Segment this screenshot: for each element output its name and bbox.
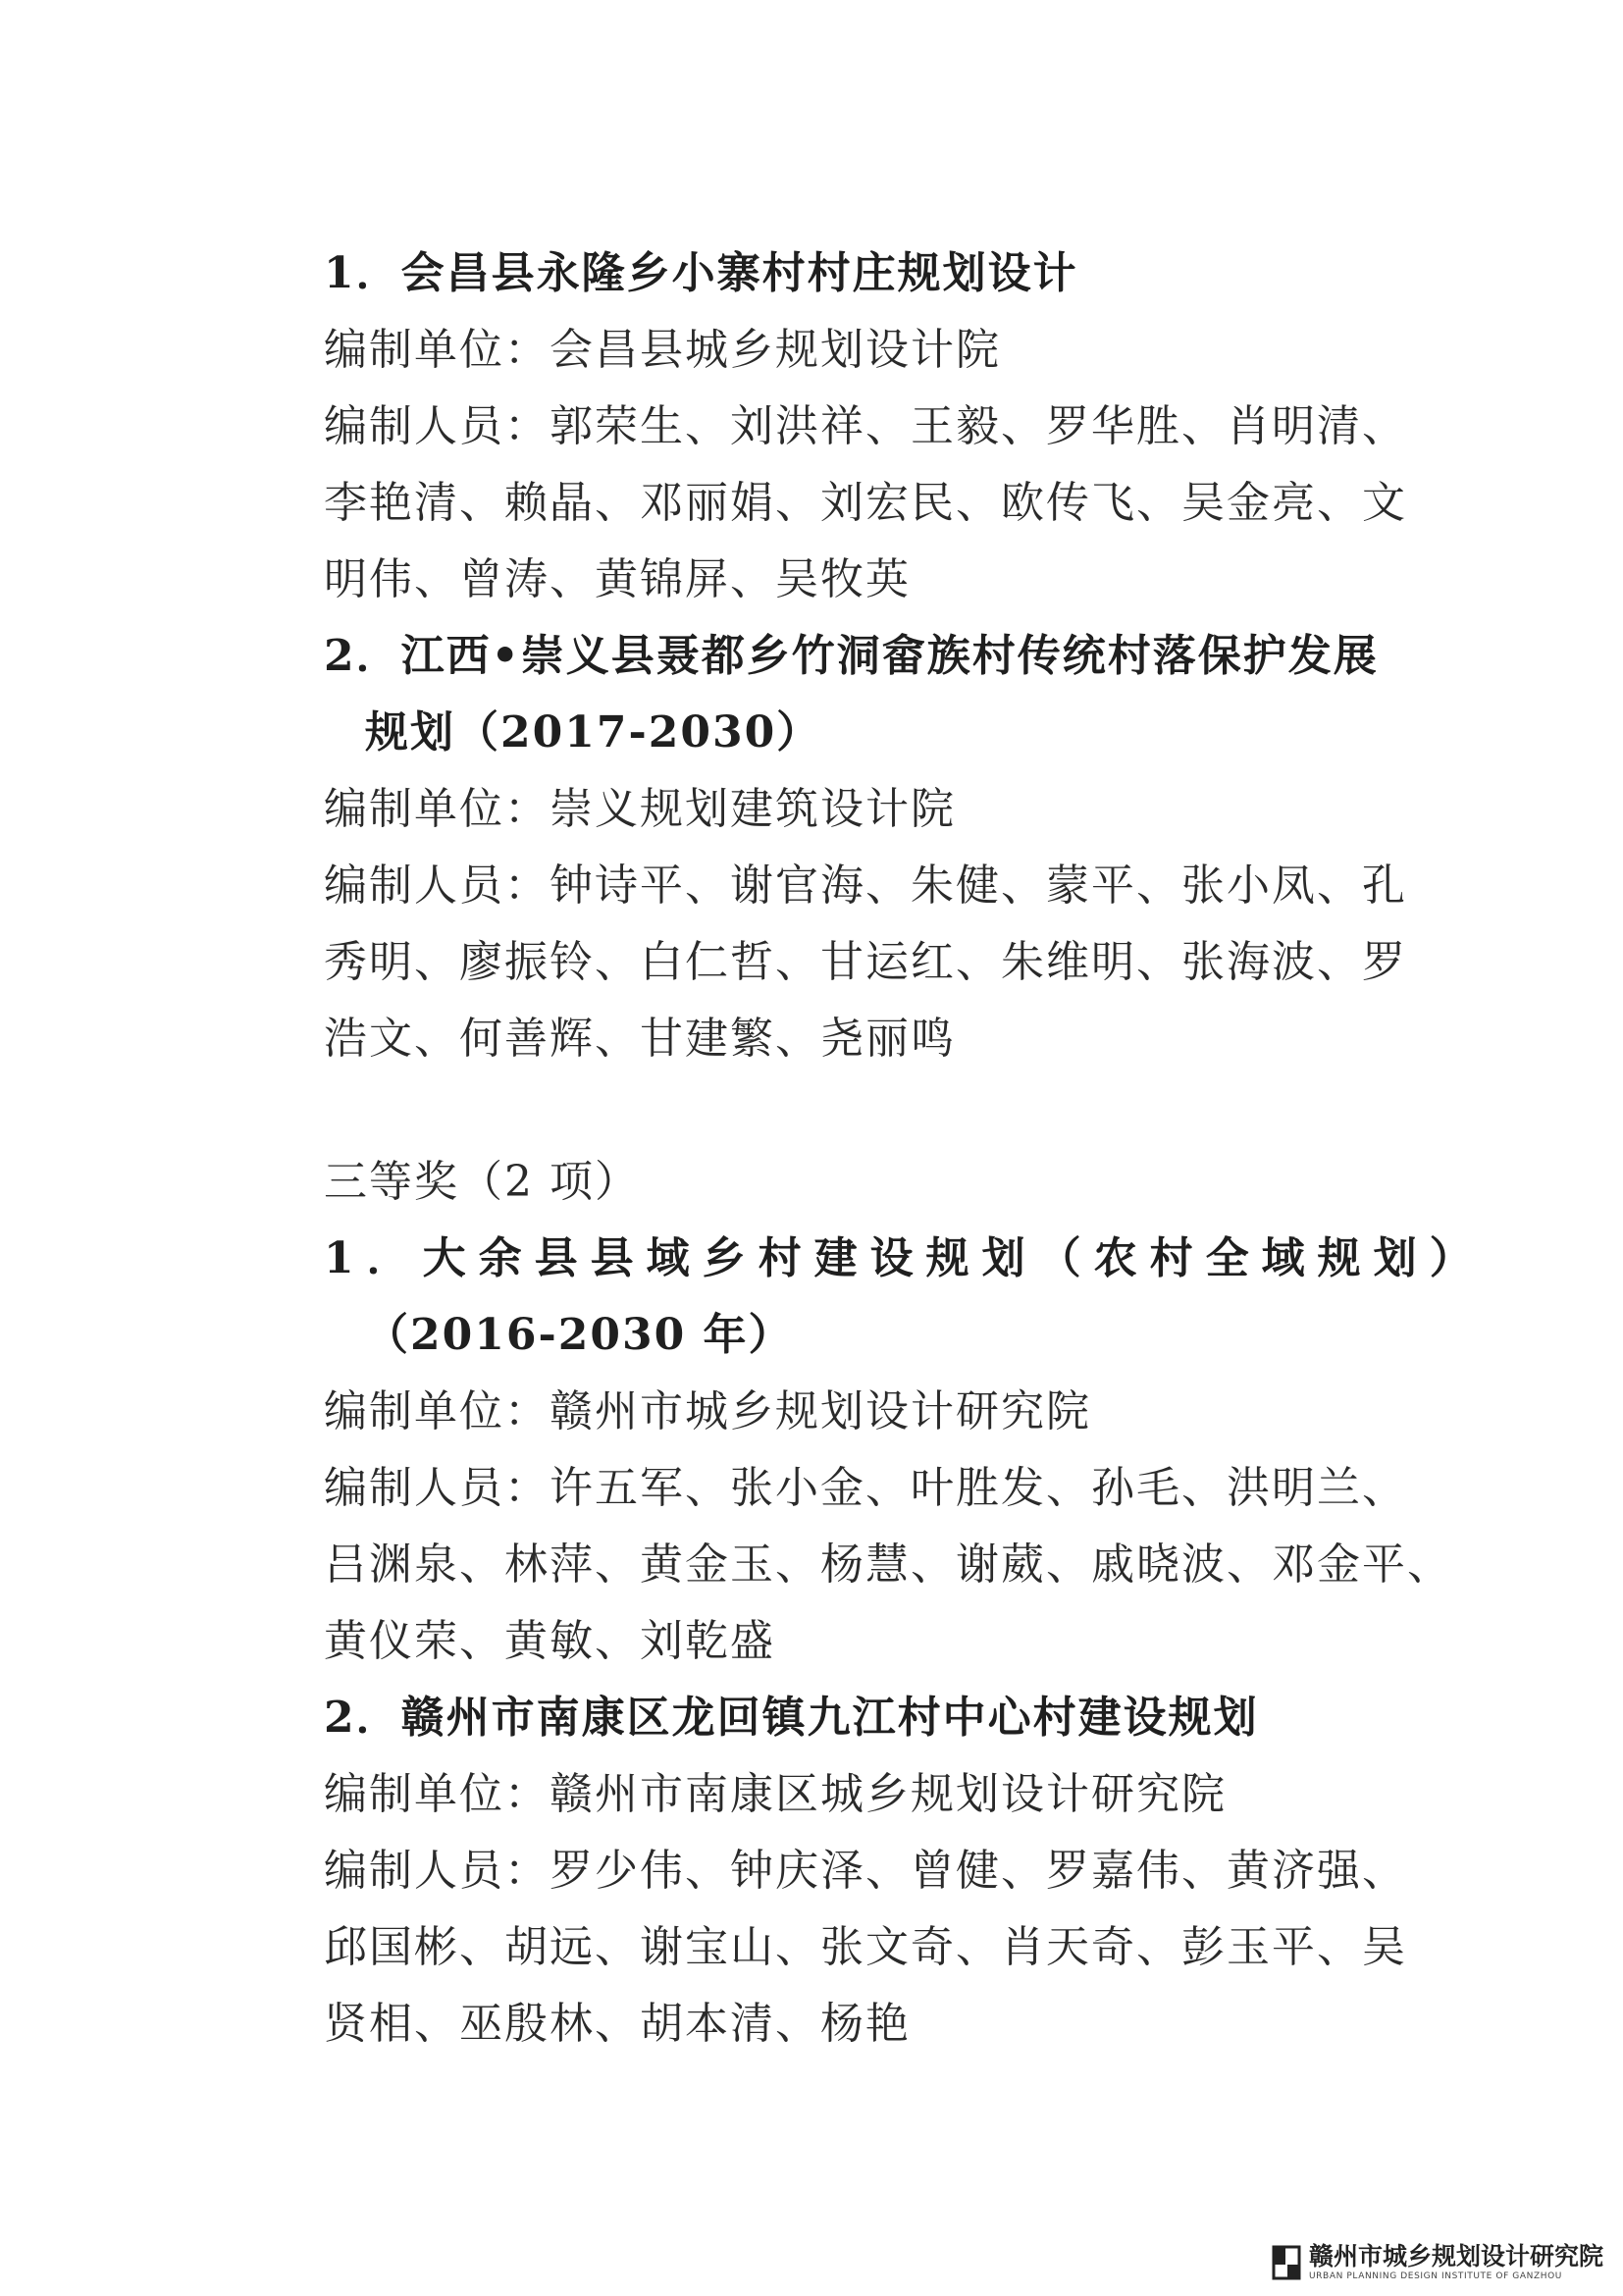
award-1-title: 1．会昌县永隆乡小寨村村庄规划设计	[324, 248, 1078, 298]
institute-name-english: URBAN PLANNING DESIGN INSTITUTE OF GANZHOU	[1309, 2271, 1562, 2281]
award-3-staff-line-3: 黄仪荣、黄敏、刘乾盛	[324, 1616, 775, 1666]
award-4-title: 2．赣州市南康区龙回镇九江村中心村建设规划	[324, 1693, 1259, 1743]
award-3-staff-line-1: 编制人员：许五军、张小金、叶胜发、孙毛、洪明兰、	[324, 1463, 1407, 1513]
award-3-title-line-1: 1．大余县县域乡村建设规划（农村全域规划）	[324, 1233, 1486, 1283]
award-2-staff-line-2: 秀明、廖振铃、白仁哲、甘运红、朱维明、张海波、罗	[324, 937, 1407, 987]
award-2-title-line-1: 2．江西•崇义县聂都乡竹洞畲族村传统村落保护发展	[324, 631, 1379, 681]
award-2-staff-line-3: 浩文、何善辉、甘建繁、尧丽鸣	[324, 1014, 956, 1064]
award-4-staff-line-1: 编制人员：罗少伟、钟庆泽、曾健、罗嘉伟、黄济强、	[324, 1846, 1407, 1896]
award-4-staff-line-3: 贤相、巫殷林、胡本清、杨艳	[324, 1999, 911, 2049]
award-3-title-line-2: （2016-2030 年）	[365, 1310, 794, 1360]
award-4-unit: 编制单位：赣州市南康区城乡规划设计研究院	[324, 1769, 1227, 1819]
award-1-unit: 编制单位：会昌县城乡规划设计院	[324, 325, 1001, 375]
award-2-title-line-2: 规划（2017-2030）	[365, 707, 822, 757]
award-4-staff-line-2: 邱国彬、胡远、谢宝山、张文奇、肖天奇、彭玉平、吴	[324, 1922, 1407, 1972]
award-2-unit: 编制单位：崇义规划建筑设计院	[324, 784, 956, 834]
award-2-staff-line-1: 编制人员：钟诗平、谢官海、朱健、蒙平、张小凤、孔	[324, 861, 1407, 911]
award-1-staff-line-3: 明伟、曾涛、黄锦屏、吴牧英	[324, 554, 911, 604]
award-3-unit: 编制单位：赣州市城乡规划设计研究院	[324, 1386, 1091, 1436]
footer-institute	[1272, 2243, 1613, 2286]
section-heading-third-prize: 三等奖（2 项）	[324, 1157, 640, 1207]
institute-logo-icon	[1272, 2245, 1301, 2280]
institute-name: 赣州市城乡规划设计研究院	[1309, 2242, 1604, 2270]
award-1-staff-line-2: 李艳清、赖晶、邓丽娟、刘宏民、欧传飞、吴金亮、文	[324, 478, 1407, 528]
award-3-staff-line-2: 吕渊泉、林萍、黄金玉、杨慧、谢葳、戚晓波、邓金平、	[324, 1539, 1452, 1590]
award-1-staff-line-1: 编制人员：郭荣生、刘洪祥、王毅、罗华胜、肖明清、	[324, 401, 1407, 451]
